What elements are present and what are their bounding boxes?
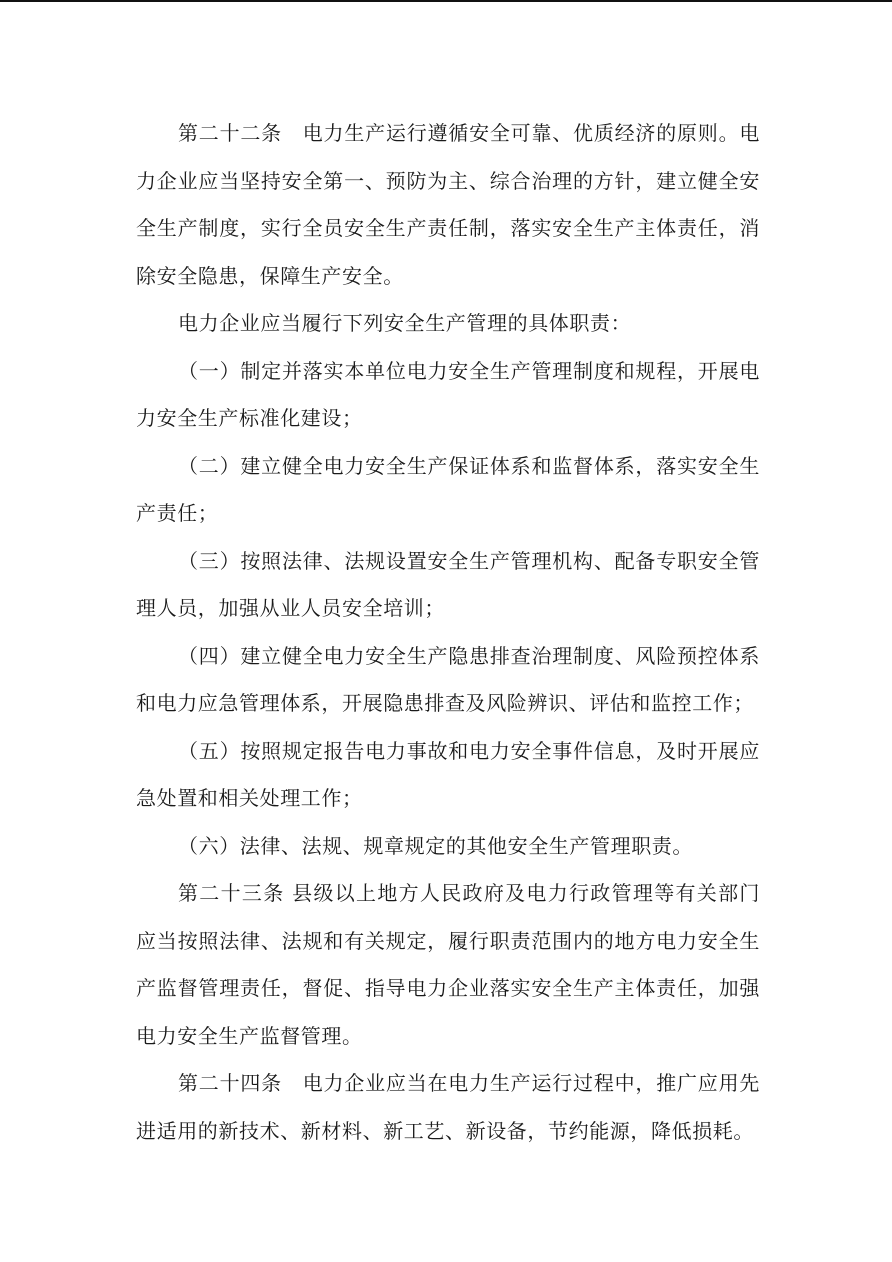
page-top-border (0, 0, 892, 2)
duty-item-5: （五）按照规定报告电力事故和电力安全事件信息，及时开展应急处置和相关处理工作； (136, 738, 760, 810)
article-22-paragraph: 第二十二条 电力生产运行遵循安全可靠、优质经济的原则。电力企业应当坚持安全第一、预防为主、综合治理的方针，建立健全安全生产制度，实行全员安全生产责任制，落实安全生产主体责任，消除安全隐患，保障生产安全。 (136, 121, 760, 288)
article-23-paragraph: 第二十三条 县级以上地方人民政府及电力行政管理等有关部门应当按照法律、法规和有关规定，履行职责范围内的地方电力安全生产监督管理责任，督促、指导电力企业落实安全生产主体责任，加强电力安全生产监督管理。 (136, 881, 760, 1048)
document-body (136, 110, 760, 1155)
article-24-paragraph: 第二十四条 电力企业应当在电力生产运行过程中，推广应用先进适用的新技术、新材料、新工艺、新设备，节约能源，降低损耗。 (136, 1071, 760, 1143)
duty-item-6: （六）法律、法规、规章规定的其他安全生产管理职责。 (178, 833, 693, 858)
duty-item-3: （三）按照法律、法规设置安全生产管理机构、配备专职安全管理人员，加强从业人员安全培训； (136, 548, 760, 620)
duty-item-4: （四）建立健全电力安全生产隐患排查治理制度、风险预控体系和电力应急管理体系，开展隐患排查及风险辨识、评估和监控工作； (136, 643, 760, 715)
duty-item-1: （一）制定并落实本单位电力安全生产管理制度和规程，开展电力安全生产标准化建设； (136, 358, 760, 430)
duties-intro-paragraph: 电力企业应当履行下列安全生产管理的具体职责： (178, 311, 632, 335)
duty-item-2: （二）建立健全电力安全生产保证体系和监督体系，落实安全生产责任； (136, 453, 760, 525)
